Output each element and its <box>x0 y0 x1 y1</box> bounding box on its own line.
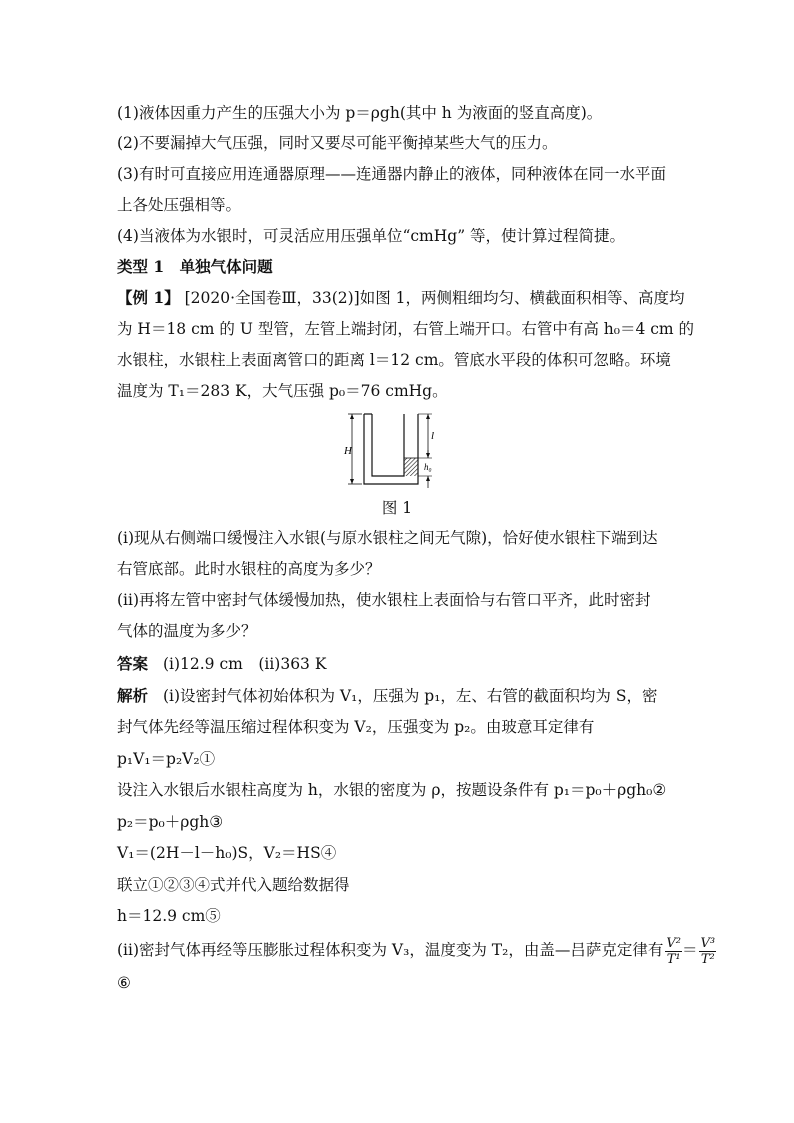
analysis-text-9: (ⅱ)密封气体再经等压膨胀过程体积变为 V₃，温度变为 T₂，由盖—吕萨克定律有 <box>117 941 664 959</box>
fraction-right <box>699 936 716 967</box>
fraction-left-denominator: T¹ <box>666 951 681 967</box>
example-text-1: [2020·全国卷Ⅲ，33(2)]如图 1，两侧粗细均匀、横截面积相等、高度均 <box>184 289 685 307</box>
analysis-line-5: p₂＝p₀＋ρgh③ <box>117 813 224 831</box>
fraction-left <box>665 936 682 967</box>
tip-line-5: (4)当液体为水银时，可灵活应用压强单位“cmHg” 等，使计算过程简捷。 <box>117 227 626 245</box>
label-l: l <box>431 430 435 442</box>
analysis-line-8: h＝12.9 cm⑤ <box>117 907 221 925</box>
example-tag: 【例 1】 <box>117 288 180 307</box>
analysis-line-1 <box>117 686 694 706</box>
figure-caption: 图 1 <box>381 499 413 517</box>
example-line-2: 为 H＝18 cm 的 U 型管，左管上端封闭，右管上端开口。右管中有高 h₀＝4 cm 的 <box>117 320 695 338</box>
example-line-4: 温度为 T₁＝283 K，大气压强 p₀＝76 cmHg。 <box>117 382 448 400</box>
question-line-2: 右管底部。此时水银柱的高度为多少？ <box>117 560 381 578</box>
analysis-label: 解析 <box>117 686 149 705</box>
section-title: 类型 1 单独气体问题 <box>117 257 273 276</box>
answer-line <box>117 654 694 674</box>
tip-line-3: (3)有时可直接应用连通器原理——连通器内静止的液体，同种液体在同一水平面 <box>117 165 666 183</box>
label-H: H <box>344 445 352 457</box>
u-tube-inner <box>372 414 404 476</box>
example-line-1 <box>117 288 694 308</box>
fraction-right-denominator: T² <box>700 951 715 967</box>
mercury-column <box>405 458 418 476</box>
tip-line-4: 上各处压强相等。 <box>117 196 242 214</box>
analysis-line-4: 设注入水银后水银柱高度为 h，水银的密度为 ρ，按题设条件有 p₁＝p₀＋ρgh₀② <box>117 781 667 799</box>
analysis-line-3: p₁V₁＝p₂V₂① <box>117 750 216 768</box>
answer-label: 答案 <box>117 654 149 673</box>
fraction-left-numerator: V² <box>666 935 681 951</box>
question-line-4: 气体的温度为多少？ <box>117 622 257 640</box>
analysis-line-6: V₁＝(2H－l－h₀)S，V₂＝HS④ <box>117 844 337 862</box>
question-line-3: (ⅱ)再将左管中密封气体缓慢加热，使水银柱上表面恰与右管口平齐，此时密封 <box>117 591 651 609</box>
answer-text: (ⅰ)12.9 cm (ⅱ)363 K <box>162 655 327 673</box>
analysis-line-10: ⑥ <box>117 974 131 992</box>
tip-line-2: (2)不要漏掉大气压强，同时又要尽可能平衡掉某些大气的压力。 <box>117 134 558 152</box>
tip-line-1: (1)液体因重力产生的压强大小为 p＝ρgh(其中 h 为液面的竖直高度)。 <box>117 104 603 122</box>
analysis-text-1: (ⅰ)设密封气体初始体积为 V₁，压强为 p₁，左、右管的截面积均为 S，密 <box>162 687 658 705</box>
analysis-line-2: 封气体先经等温压缩过程体积变为 V₂，压强变为 p₂。由玻意耳定律有 <box>117 718 595 736</box>
label-h0: h₀ <box>424 462 432 472</box>
fraction-right-numerator: V³ <box>700 935 716 951</box>
fraction-equals: ＝ <box>681 941 698 959</box>
analysis-line-9 <box>117 935 716 967</box>
question-line-1: (ⅰ)现从右侧端口缓慢注入水银(与原水银柱之间无气隙)，恰好使水银柱下端到达 <box>117 529 658 547</box>
example-line-3: 水银柱，水银柱上表面离管口的距离 l＝12 cm。管底水平段的体积可忽略。环境 <box>117 351 671 369</box>
u-tube-figure <box>340 410 450 492</box>
analysis-line-7: 联立①②③④式并代入题给数据得 <box>117 876 350 894</box>
